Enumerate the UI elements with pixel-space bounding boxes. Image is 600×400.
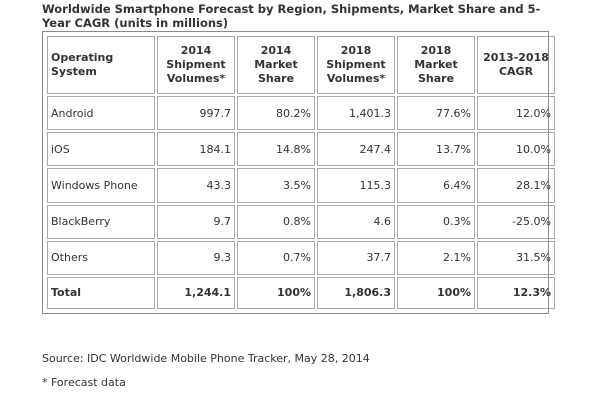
os-name: BlackBerry — [47, 205, 155, 239]
table-header-row — [47, 36, 555, 94]
shipments-2018: 247.4 — [317, 132, 395, 166]
table-title: Worldwide Smartphone Forecast by Region, Shipments, Market Share and 5-Year CAGR (units in millions) — [42, 2, 541, 30]
total-label: Total — [47, 277, 155, 309]
share-2014: 0.7% — [237, 241, 315, 275]
table-row — [47, 132, 555, 166]
header-2014-share: 2014 Market Share — [237, 36, 315, 94]
os-name: Android — [47, 96, 155, 130]
table-total-row — [47, 277, 555, 309]
shipments-2018: 37.7 — [317, 241, 395, 275]
table-row — [47, 96, 555, 130]
shipments-2014: 43.3 — [157, 168, 235, 202]
os-name: iOS — [47, 132, 155, 166]
shipments-2014: 184.1 — [157, 132, 235, 166]
share-2014: 3.5% — [237, 168, 315, 202]
table-row — [47, 241, 555, 275]
total-shipments-2018: 1,806.3 — [317, 277, 395, 309]
header-2018-share: 2018 Market Share — [397, 36, 475, 94]
share-2014: 0.8% — [237, 205, 315, 239]
table-row — [47, 205, 555, 239]
os-name: Others — [47, 241, 155, 275]
header-cagr: 2013-2018 CAGR — [477, 36, 555, 94]
share-2014: 80.2% — [237, 96, 315, 130]
total-share-2018: 100% — [397, 277, 475, 309]
total-share-2014: 100% — [237, 277, 315, 309]
forecast-footnote: * Forecast data — [42, 376, 126, 389]
shipments-2014: 997.7 — [157, 96, 235, 130]
forecast-table-frame — [42, 31, 549, 314]
cagr: 28.1% — [477, 168, 555, 202]
shipments-2018: 115.3 — [317, 168, 395, 202]
table-row — [47, 168, 555, 202]
total-shipments-2014: 1,244.1 — [157, 277, 235, 309]
share-2018: 13.7% — [397, 132, 475, 166]
cagr: -25.0% — [477, 205, 555, 239]
os-name: Windows Phone — [47, 168, 155, 202]
header-operating-system: Operating System — [47, 36, 155, 94]
total-cagr: 12.3% — [477, 277, 555, 309]
forecast-table — [45, 34, 557, 311]
share-2014: 14.8% — [237, 132, 315, 166]
cagr: 10.0% — [477, 132, 555, 166]
share-2018: 6.4% — [397, 168, 475, 202]
share-2018: 77.6% — [397, 96, 475, 130]
shipments-2014: 9.7 — [157, 205, 235, 239]
header-2018-shipments: 2018 Shipment Volumes* — [317, 36, 395, 94]
cagr: 12.0% — [477, 96, 555, 130]
shipments-2014: 9.3 — [157, 241, 235, 275]
shipments-2018: 1,401.3 — [317, 96, 395, 130]
shipments-2018: 4.6 — [317, 205, 395, 239]
cagr: 31.5% — [477, 241, 555, 275]
share-2018: 0.3% — [397, 205, 475, 239]
share-2018: 2.1% — [397, 241, 475, 275]
source-note: Source: IDC Worldwide Mobile Phone Tracker, May 28, 2014 — [42, 352, 370, 365]
header-2014-shipments: 2014 Shipment Volumes* — [157, 36, 235, 94]
